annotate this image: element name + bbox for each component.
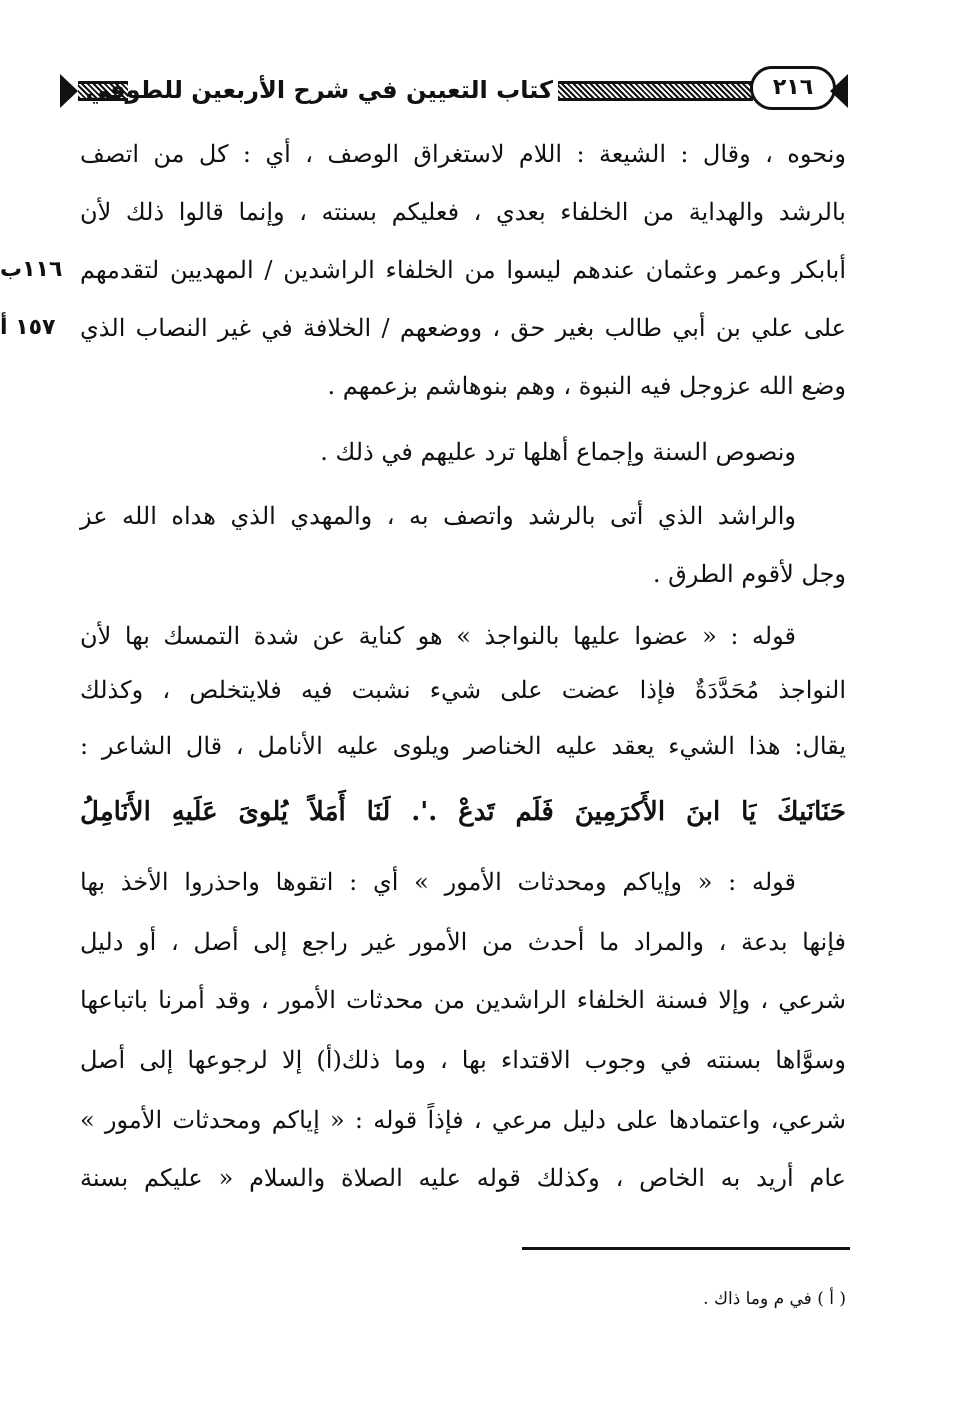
text-line: شرعي ، وإلا فسنة الخلفاء الراشدين من محدثات الأمور ، وقد أمرنا باتباعها	[80, 986, 846, 1014]
text-line: يقال: هذا الشيء يعقد عليه الخناصر ويلوى عليه الأنامل ، قال الشاعر :	[80, 732, 846, 760]
text-line-2: بالرشد والهداية من الخلفاء بعدي ، فعليكم بسنته ، وإنما قالوا ذلك لأن	[80, 198, 846, 226]
text-line: وجل لأقوم الطرق .	[652, 560, 846, 588]
margin-folio-note: ١١٦ب	[0, 257, 63, 282]
text-line-4: على علي بن أبي طالب بغير حق ، ووضعهم / الخلافة في غير النصاب الذي	[80, 314, 846, 342]
text-line-1: ونحوه ، وقال : الشيعة : اللام لاستغراق الوصف ، أي : كل من اتصف	[80, 140, 846, 168]
margin-folio-note: ١٥٧ أ	[0, 315, 56, 340]
text-line: شرعي، واعتمادها على دليل مرعي ، فإذاً قوله : « إياكم ومحدثات الأمور »	[80, 1106, 846, 1134]
header-ornament-left	[60, 74, 78, 108]
text-line-3: أبابكر وعمر وعثمان عندهم ليسوا من الخلفاء الراشدين / المهديين لتقدمهم	[80, 256, 846, 284]
text-line: فإنها بدعة ، والمراد ما أحدث من الأمور غير راجع إلى أصل ، أو دليل	[80, 928, 846, 956]
footnote: ( أ ) في م وما ذاك .	[703, 1289, 846, 1309]
running-header	[58, 62, 848, 116]
poem-verse: حَنَانَيكَ يَا ابنَ الأَكرَمِينَ فَلَم تَدعْ .'. لَنَا أَمَلاً يُلوىَ عَلَيهِ الأَنَامِلُ	[80, 797, 846, 827]
paragraph-line: ونصوص السنة وإجماع أهلها ترد عليهم في ذلك .	[320, 438, 796, 466]
paragraph-line: قوله : « عضوا عليها بالنواجذ » هو كناية عن شدة التمسك بها لأن	[80, 622, 796, 650]
text-line-5: وضع الله عزوجل فيه النبوة ، وهم بنوهاشم بزعمهم .	[327, 372, 846, 400]
text-line: النواجذ مُحَدَّدَةٌ فإذا عضت على شيء نشبت فيه فلايتخلص ، وكذلك	[80, 676, 846, 704]
footnote-divider	[522, 1247, 850, 1250]
header-ornament-right	[830, 74, 848, 108]
text-line: عام أريد به الخاص ، وكذلك قوله عليه الصلاة والسلام « عليكم بسنة	[80, 1164, 846, 1192]
paragraph-line: قوله : « وإياكم ومحدثات الأمور » أي : اتقوها واحذروا الأخذ بها	[80, 868, 796, 896]
header-rule-right	[558, 81, 753, 101]
page-number: ٢١٦	[750, 66, 836, 110]
paragraph-line: والراشد الذي أتى بالرشد واتصف به ، والمهدي الذي هداه الله عز	[80, 502, 796, 530]
text-line: وسوَّاها بسنته في وجوب الاقتداء بها ، وما ذلك(أ) إلا لرجوعها إلى أصل	[80, 1046, 846, 1074]
book-title: كتاب التعيين في شرح الأربعين للطوفي	[85, 76, 553, 104]
